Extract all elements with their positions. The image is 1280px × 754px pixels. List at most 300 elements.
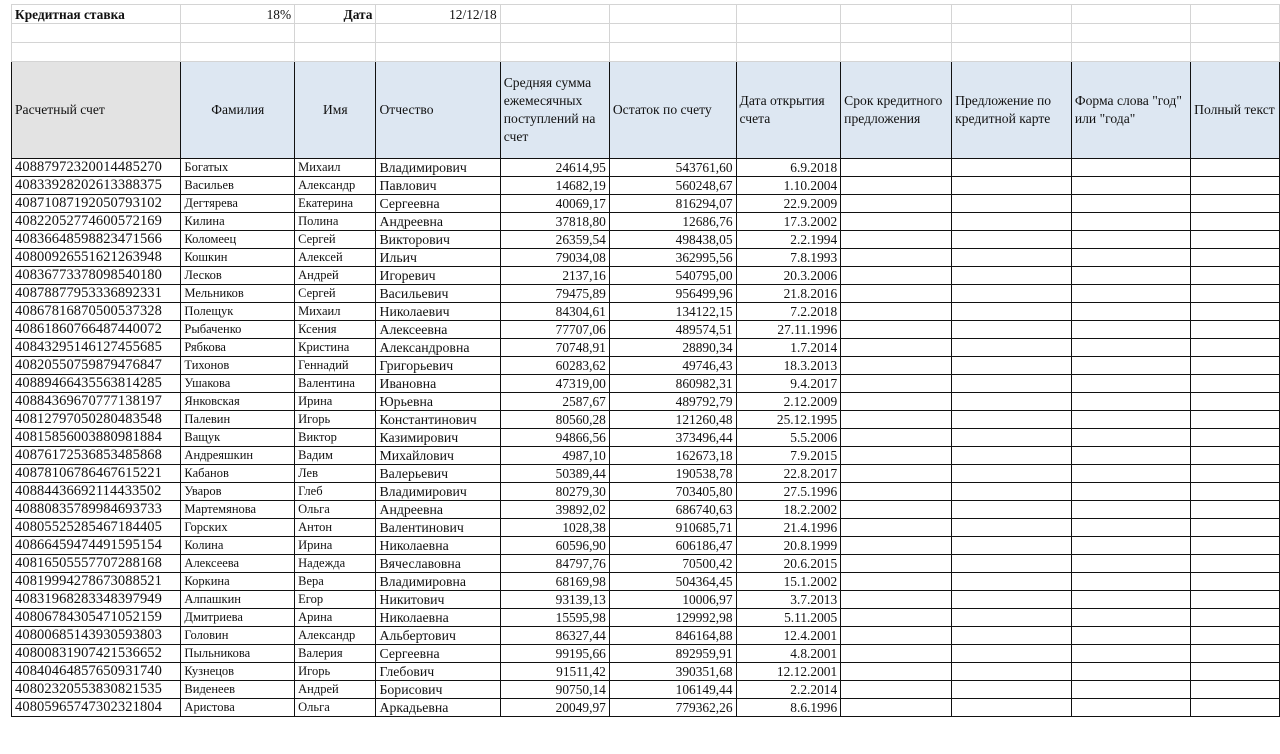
avg-income-cell[interactable]: 90750,14 bbox=[500, 681, 609, 699]
empty-cell[interactable] bbox=[1071, 645, 1190, 663]
avg-income-cell[interactable]: 50389,44 bbox=[500, 465, 609, 483]
empty-cell[interactable] bbox=[841, 537, 952, 555]
empty-cell[interactable] bbox=[376, 24, 500, 43]
first-name-cell[interactable]: Кристина bbox=[295, 339, 376, 357]
surname-cell[interactable]: Колина bbox=[181, 537, 295, 555]
empty-cell[interactable] bbox=[1071, 447, 1190, 465]
avg-income-cell[interactable]: 86327,44 bbox=[500, 627, 609, 645]
patronymic-cell[interactable]: Игоревич bbox=[376, 267, 500, 285]
avg-income-cell[interactable]: 20049,97 bbox=[500, 699, 609, 717]
empty-cell[interactable] bbox=[952, 573, 1072, 591]
first-name-cell[interactable]: Екатерина bbox=[295, 195, 376, 213]
account-cell[interactable]: 40831968283348397949 bbox=[12, 591, 181, 609]
open-date-cell[interactable]: 27.11.1996 bbox=[736, 321, 841, 339]
account-cell[interactable]: 40822052774600572169 bbox=[12, 213, 181, 231]
empty-cell[interactable] bbox=[609, 5, 736, 24]
avg-income-cell[interactable]: 1028,38 bbox=[500, 519, 609, 537]
avg-income-cell[interactable]: 15595,98 bbox=[500, 609, 609, 627]
empty-cell[interactable] bbox=[1071, 24, 1190, 43]
balance-cell[interactable]: 779362,26 bbox=[609, 699, 736, 717]
empty-cell[interactable] bbox=[952, 231, 1072, 249]
balance-cell[interactable]: 846164,88 bbox=[609, 627, 736, 645]
surname-cell[interactable]: Богатых bbox=[181, 159, 295, 177]
empty-cell[interactable] bbox=[952, 249, 1072, 267]
avg-income-cell[interactable]: 40069,17 bbox=[500, 195, 609, 213]
balance-cell[interactable]: 543761,60 bbox=[609, 159, 736, 177]
empty-cell[interactable] bbox=[841, 447, 952, 465]
open-date-cell[interactable]: 1.7.2014 bbox=[736, 339, 841, 357]
empty-cell[interactable] bbox=[952, 465, 1072, 483]
empty-cell[interactable] bbox=[841, 519, 952, 537]
balance-cell[interactable]: 606186,47 bbox=[609, 537, 736, 555]
open-date-cell[interactable]: 6.9.2018 bbox=[736, 159, 841, 177]
empty-cell[interactable] bbox=[841, 573, 952, 591]
first-name-cell[interactable]: Геннадий bbox=[295, 357, 376, 375]
balance-cell[interactable]: 190538,78 bbox=[609, 465, 736, 483]
empty-cell[interactable] bbox=[1071, 231, 1190, 249]
empty-cell[interactable] bbox=[1191, 609, 1280, 627]
balance-cell[interactable]: 129992,98 bbox=[609, 609, 736, 627]
account-cell[interactable]: 40889466435563814285 bbox=[12, 375, 181, 393]
account-cell[interactable]: 40884436692114433502 bbox=[12, 483, 181, 501]
empty-cell[interactable] bbox=[1071, 663, 1190, 681]
open-date-cell[interactable]: 20.6.2015 bbox=[736, 555, 841, 573]
patronymic-cell[interactable]: Владимировна bbox=[376, 573, 500, 591]
patronymic-cell[interactable]: Николаевич bbox=[376, 303, 500, 321]
empty-cell[interactable] bbox=[1191, 267, 1280, 285]
first-name-cell[interactable]: Сергей bbox=[295, 285, 376, 303]
avg-income-cell[interactable]: 80279,30 bbox=[500, 483, 609, 501]
avg-income-cell[interactable]: 14682,19 bbox=[500, 177, 609, 195]
patronymic-cell[interactable]: Владимирович bbox=[376, 483, 500, 501]
empty-cell[interactable] bbox=[376, 43, 500, 62]
first-name-cell[interactable]: Игорь bbox=[295, 663, 376, 681]
balance-cell[interactable]: 892959,91 bbox=[609, 645, 736, 663]
surname-cell[interactable]: Рыбаченко bbox=[181, 321, 295, 339]
first-name-cell[interactable]: Виктор bbox=[295, 429, 376, 447]
first-name-cell[interactable]: Алексей bbox=[295, 249, 376, 267]
surname-cell[interactable]: Полещук bbox=[181, 303, 295, 321]
empty-cell[interactable] bbox=[952, 159, 1072, 177]
empty-cell[interactable] bbox=[1071, 195, 1190, 213]
empty-cell[interactable] bbox=[1191, 519, 1280, 537]
surname-cell[interactable]: Андреяшкин bbox=[181, 447, 295, 465]
header-avg-monthly-income[interactable]: Средняя сумма ежемесячных поступлений на счет bbox=[500, 62, 609, 159]
empty-cell[interactable] bbox=[952, 393, 1072, 411]
avg-income-cell[interactable]: 77707,06 bbox=[500, 321, 609, 339]
header-year-word-form[interactable]: Форма слова "год" или "года" bbox=[1071, 62, 1190, 159]
surname-cell[interactable]: Дегтярева bbox=[181, 195, 295, 213]
patronymic-cell[interactable]: Владимирович bbox=[376, 159, 500, 177]
empty-cell[interactable] bbox=[952, 519, 1072, 537]
empty-cell[interactable] bbox=[841, 303, 952, 321]
patronymic-cell[interactable]: Глебович bbox=[376, 663, 500, 681]
empty-cell[interactable] bbox=[841, 555, 952, 573]
open-date-cell[interactable]: 9.4.2017 bbox=[736, 375, 841, 393]
patronymic-cell[interactable]: Григорьевич bbox=[376, 357, 500, 375]
avg-income-cell[interactable]: 60596,90 bbox=[500, 537, 609, 555]
empty-cell[interactable] bbox=[841, 645, 952, 663]
empty-cell[interactable] bbox=[952, 537, 1072, 555]
open-date-cell[interactable]: 21.8.2016 bbox=[736, 285, 841, 303]
empty-cell[interactable] bbox=[1191, 591, 1280, 609]
empty-cell[interactable] bbox=[1071, 573, 1190, 591]
surname-cell[interactable]: Дмитриева bbox=[181, 609, 295, 627]
account-cell[interactable]: 40820550759879476847 bbox=[12, 357, 181, 375]
empty-cell[interactable] bbox=[952, 5, 1072, 24]
surname-cell[interactable]: Кабанов bbox=[181, 465, 295, 483]
header-open-date[interactable]: Дата открытия счета bbox=[736, 62, 841, 159]
empty-cell[interactable] bbox=[1191, 285, 1280, 303]
account-cell[interactable]: 40884369670777138197 bbox=[12, 393, 181, 411]
empty-cell[interactable] bbox=[1191, 393, 1280, 411]
empty-cell[interactable] bbox=[952, 645, 1072, 663]
empty-cell[interactable] bbox=[1071, 213, 1190, 231]
empty-cell[interactable] bbox=[841, 249, 952, 267]
avg-income-cell[interactable]: 2587,67 bbox=[500, 393, 609, 411]
empty-cell[interactable] bbox=[1191, 357, 1280, 375]
first-name-cell[interactable]: Вадим bbox=[295, 447, 376, 465]
balance-cell[interactable]: 560248,67 bbox=[609, 177, 736, 195]
balance-cell[interactable]: 162673,18 bbox=[609, 447, 736, 465]
empty-cell[interactable] bbox=[1191, 411, 1280, 429]
empty-cell[interactable] bbox=[841, 465, 952, 483]
avg-income-cell[interactable]: 84304,61 bbox=[500, 303, 609, 321]
date-label[interactable]: Дата bbox=[295, 5, 376, 24]
balance-cell[interactable]: 860982,31 bbox=[609, 375, 736, 393]
balance-cell[interactable]: 121260,48 bbox=[609, 411, 736, 429]
surname-cell[interactable]: Уваров bbox=[181, 483, 295, 501]
surname-cell[interactable]: Виденеев bbox=[181, 681, 295, 699]
empty-cell[interactable] bbox=[841, 429, 952, 447]
empty-cell[interactable] bbox=[952, 195, 1072, 213]
avg-income-cell[interactable]: 94866,56 bbox=[500, 429, 609, 447]
empty-cell[interactable] bbox=[609, 43, 736, 62]
account-cell[interactable]: 40806784305471052159 bbox=[12, 609, 181, 627]
patronymic-cell[interactable]: Казимирович bbox=[376, 429, 500, 447]
patronymic-cell[interactable]: Николаевна bbox=[376, 537, 500, 555]
balance-cell[interactable]: 504364,45 bbox=[609, 573, 736, 591]
open-date-cell[interactable]: 12.12.2001 bbox=[736, 663, 841, 681]
empty-cell[interactable] bbox=[841, 699, 952, 717]
empty-cell[interactable] bbox=[1071, 519, 1190, 537]
empty-cell[interactable] bbox=[841, 285, 952, 303]
avg-income-cell[interactable]: 24614,95 bbox=[500, 159, 609, 177]
empty-cell[interactable] bbox=[1071, 5, 1190, 24]
balance-cell[interactable]: 49746,43 bbox=[609, 357, 736, 375]
empty-cell[interactable] bbox=[1191, 213, 1280, 231]
empty-cell[interactable] bbox=[609, 24, 736, 43]
patronymic-cell[interactable]: Юрьевна bbox=[376, 393, 500, 411]
first-name-cell[interactable]: Полина bbox=[295, 213, 376, 231]
first-name-cell[interactable]: Ксения bbox=[295, 321, 376, 339]
empty-cell[interactable] bbox=[952, 321, 1072, 339]
empty-cell[interactable] bbox=[1071, 357, 1190, 375]
empty-cell[interactable] bbox=[841, 339, 952, 357]
surname-cell[interactable]: Васильев bbox=[181, 177, 295, 195]
account-cell[interactable]: 40866459474491595154 bbox=[12, 537, 181, 555]
balance-cell[interactable]: 540795,00 bbox=[609, 267, 736, 285]
open-date-cell[interactable]: 2.2.1994 bbox=[736, 231, 841, 249]
account-cell[interactable]: 40836648598823471566 bbox=[12, 231, 181, 249]
empty-cell[interactable] bbox=[1071, 465, 1190, 483]
first-name-cell[interactable]: Андрей bbox=[295, 681, 376, 699]
first-name-cell[interactable]: Андрей bbox=[295, 267, 376, 285]
empty-cell[interactable] bbox=[952, 24, 1072, 43]
balance-cell[interactable]: 686740,63 bbox=[609, 501, 736, 519]
avg-income-cell[interactable]: 93139,13 bbox=[500, 591, 609, 609]
surname-cell[interactable]: Алексеева bbox=[181, 555, 295, 573]
balance-cell[interactable]: 489792,79 bbox=[609, 393, 736, 411]
empty-cell[interactable] bbox=[841, 213, 952, 231]
empty-cell[interactable] bbox=[841, 591, 952, 609]
empty-cell[interactable] bbox=[1191, 465, 1280, 483]
empty-cell[interactable] bbox=[1071, 483, 1190, 501]
account-cell[interactable]: 40871087192050793102 bbox=[12, 195, 181, 213]
first-name-cell[interactable]: Арина bbox=[295, 609, 376, 627]
empty-cell[interactable] bbox=[841, 195, 952, 213]
avg-income-cell[interactable]: 4987,10 bbox=[500, 447, 609, 465]
account-cell[interactable]: 40812797050280483548 bbox=[12, 411, 181, 429]
patronymic-cell[interactable]: Андреевна bbox=[376, 501, 500, 519]
header-full-text[interactable]: Полный текст bbox=[1191, 62, 1280, 159]
account-cell[interactable]: 40836773378098540180 bbox=[12, 267, 181, 285]
avg-income-cell[interactable]: 70748,91 bbox=[500, 339, 609, 357]
open-date-cell[interactable]: 3.7.2013 bbox=[736, 591, 841, 609]
surname-cell[interactable]: Тихонов bbox=[181, 357, 295, 375]
surname-cell[interactable]: Янковская bbox=[181, 393, 295, 411]
surname-cell[interactable]: Мартемянова bbox=[181, 501, 295, 519]
empty-cell[interactable] bbox=[181, 24, 295, 43]
empty-cell[interactable] bbox=[1191, 501, 1280, 519]
avg-income-cell[interactable]: 79034,08 bbox=[500, 249, 609, 267]
empty-cell[interactable] bbox=[295, 24, 376, 43]
balance-cell[interactable]: 70500,42 bbox=[609, 555, 736, 573]
patronymic-cell[interactable]: Ильич bbox=[376, 249, 500, 267]
empty-cell[interactable] bbox=[1071, 159, 1190, 177]
empty-cell[interactable] bbox=[841, 177, 952, 195]
empty-cell[interactable] bbox=[1191, 177, 1280, 195]
avg-income-cell[interactable]: 68169,98 bbox=[500, 573, 609, 591]
first-name-cell[interactable]: Александр bbox=[295, 627, 376, 645]
avg-income-cell[interactable]: 2137,16 bbox=[500, 267, 609, 285]
open-date-cell[interactable]: 7.8.1993 bbox=[736, 249, 841, 267]
patronymic-cell[interactable]: Валерьевич bbox=[376, 465, 500, 483]
empty-cell[interactable] bbox=[952, 483, 1072, 501]
open-date-cell[interactable]: 21.4.1996 bbox=[736, 519, 841, 537]
balance-cell[interactable]: 134122,15 bbox=[609, 303, 736, 321]
empty-cell[interactable] bbox=[1071, 393, 1190, 411]
open-date-cell[interactable]: 25.12.1995 bbox=[736, 411, 841, 429]
empty-cell[interactable] bbox=[952, 357, 1072, 375]
header-patronymic[interactable]: Отчество bbox=[376, 62, 500, 159]
patronymic-cell[interactable]: Алексеевна bbox=[376, 321, 500, 339]
empty-cell[interactable] bbox=[952, 663, 1072, 681]
account-cell[interactable]: 40880835789984693733 bbox=[12, 501, 181, 519]
empty-cell[interactable] bbox=[1191, 681, 1280, 699]
avg-income-cell[interactable]: 79475,89 bbox=[500, 285, 609, 303]
empty-cell[interactable] bbox=[1191, 483, 1280, 501]
surname-cell[interactable]: Ващук bbox=[181, 429, 295, 447]
empty-cell[interactable] bbox=[952, 447, 1072, 465]
avg-income-cell[interactable]: 99195,66 bbox=[500, 645, 609, 663]
avg-income-cell[interactable]: 60283,62 bbox=[500, 357, 609, 375]
patronymic-cell[interactable]: Константинович bbox=[376, 411, 500, 429]
first-name-cell[interactable]: Глеб bbox=[295, 483, 376, 501]
empty-cell[interactable] bbox=[1191, 339, 1280, 357]
account-cell[interactable]: 40805965747302321804 bbox=[12, 699, 181, 717]
avg-income-cell[interactable]: 91511,42 bbox=[500, 663, 609, 681]
account-cell[interactable]: 40861860766487440072 bbox=[12, 321, 181, 339]
empty-cell[interactable] bbox=[1071, 627, 1190, 645]
patronymic-cell[interactable]: Васильевич bbox=[376, 285, 500, 303]
avg-income-cell[interactable]: 47319,00 bbox=[500, 375, 609, 393]
empty-cell[interactable] bbox=[1191, 663, 1280, 681]
empty-cell[interactable] bbox=[841, 483, 952, 501]
empty-cell[interactable] bbox=[1191, 645, 1280, 663]
empty-cell[interactable] bbox=[1191, 24, 1280, 43]
empty-cell[interactable] bbox=[1191, 699, 1280, 717]
account-cell[interactable]: 40876172536853485868 bbox=[12, 447, 181, 465]
empty-cell[interactable] bbox=[1191, 375, 1280, 393]
patronymic-cell[interactable]: Валентинович bbox=[376, 519, 500, 537]
header-card-offer[interactable]: Предложение по кредитной карте bbox=[952, 62, 1072, 159]
open-date-cell[interactable]: 22.9.2009 bbox=[736, 195, 841, 213]
empty-cell[interactable] bbox=[841, 267, 952, 285]
patronymic-cell[interactable]: Никитович bbox=[376, 591, 500, 609]
patronymic-cell[interactable]: Николаевна bbox=[376, 609, 500, 627]
open-date-cell[interactable]: 18.3.2013 bbox=[736, 357, 841, 375]
first-name-cell[interactable]: Сергей bbox=[295, 231, 376, 249]
empty-cell[interactable] bbox=[1071, 555, 1190, 573]
open-date-cell[interactable]: 5.5.2006 bbox=[736, 429, 841, 447]
empty-cell[interactable] bbox=[1071, 591, 1190, 609]
rate-value-cell[interactable]: 18% bbox=[181, 5, 295, 24]
account-cell[interactable]: 40815856003880981884 bbox=[12, 429, 181, 447]
empty-cell[interactable] bbox=[12, 43, 181, 62]
open-date-cell[interactable]: 1.10.2004 bbox=[736, 177, 841, 195]
empty-cell[interactable] bbox=[1191, 195, 1280, 213]
empty-cell[interactable] bbox=[841, 375, 952, 393]
open-date-cell[interactable]: 20.8.1999 bbox=[736, 537, 841, 555]
avg-income-cell[interactable]: 39892,02 bbox=[500, 501, 609, 519]
empty-cell[interactable] bbox=[1071, 285, 1190, 303]
empty-cell[interactable] bbox=[1071, 177, 1190, 195]
empty-cell[interactable] bbox=[841, 43, 952, 62]
empty-cell[interactable] bbox=[1071, 699, 1190, 717]
date-value-cell[interactable]: 12/12/18 bbox=[376, 5, 500, 24]
surname-cell[interactable]: Коломеец bbox=[181, 231, 295, 249]
empty-cell[interactable] bbox=[952, 411, 1072, 429]
empty-cell[interactable] bbox=[1071, 249, 1190, 267]
balance-cell[interactable]: 816294,07 bbox=[609, 195, 736, 213]
empty-cell[interactable] bbox=[841, 5, 952, 24]
header-balance[interactable]: Остаток по счету bbox=[609, 62, 736, 159]
patronymic-cell[interactable]: Викторович bbox=[376, 231, 500, 249]
surname-cell[interactable]: Аристова bbox=[181, 699, 295, 717]
surname-cell[interactable]: Ушакова bbox=[181, 375, 295, 393]
account-cell[interactable]: 40805525285467184405 bbox=[12, 519, 181, 537]
open-date-cell[interactable]: 12.4.2001 bbox=[736, 627, 841, 645]
patronymic-cell[interactable]: Андреевна bbox=[376, 213, 500, 231]
surname-cell[interactable]: Рябкова bbox=[181, 339, 295, 357]
account-cell[interactable]: 40800926551621263948 bbox=[12, 249, 181, 267]
first-name-cell[interactable]: Ольга bbox=[295, 699, 376, 717]
open-date-cell[interactable]: 17.3.2002 bbox=[736, 213, 841, 231]
empty-cell[interactable] bbox=[1071, 609, 1190, 627]
open-date-cell[interactable]: 27.5.1996 bbox=[736, 483, 841, 501]
empty-cell[interactable] bbox=[12, 24, 181, 43]
empty-cell[interactable] bbox=[952, 429, 1072, 447]
account-cell[interactable]: 40833928202613388375 bbox=[12, 177, 181, 195]
patronymic-cell[interactable]: Сергеевна bbox=[376, 195, 500, 213]
account-cell[interactable]: 40802320553830821535 bbox=[12, 681, 181, 699]
account-cell[interactable]: 40878106786467615221 bbox=[12, 465, 181, 483]
empty-cell[interactable] bbox=[1191, 249, 1280, 267]
empty-cell[interactable] bbox=[952, 267, 1072, 285]
patronymic-cell[interactable]: Альбертович bbox=[376, 627, 500, 645]
balance-cell[interactable]: 373496,44 bbox=[609, 429, 736, 447]
account-cell[interactable]: 40887972320014485270 bbox=[12, 159, 181, 177]
open-date-cell[interactable]: 2.2.2014 bbox=[736, 681, 841, 699]
first-name-cell[interactable]: Игорь bbox=[295, 411, 376, 429]
account-cell[interactable]: 40867816870500537328 bbox=[12, 303, 181, 321]
surname-cell[interactable]: Кошкин bbox=[181, 249, 295, 267]
empty-cell[interactable] bbox=[952, 303, 1072, 321]
empty-cell[interactable] bbox=[500, 24, 609, 43]
empty-cell[interactable] bbox=[1191, 5, 1280, 24]
patronymic-cell[interactable]: Сергеевна bbox=[376, 645, 500, 663]
balance-cell[interactable]: 10006,97 bbox=[609, 591, 736, 609]
empty-cell[interactable] bbox=[841, 231, 952, 249]
empty-cell[interactable] bbox=[841, 357, 952, 375]
account-cell[interactable]: 40878877953336892331 bbox=[12, 285, 181, 303]
first-name-cell[interactable]: Александр bbox=[295, 177, 376, 195]
account-cell[interactable]: 40800685143930593803 bbox=[12, 627, 181, 645]
empty-cell[interactable] bbox=[1071, 43, 1190, 62]
open-date-cell[interactable]: 15.1.2002 bbox=[736, 573, 841, 591]
avg-income-cell[interactable]: 26359,54 bbox=[500, 231, 609, 249]
empty-cell[interactable] bbox=[952, 681, 1072, 699]
rate-label[interactable]: Кредитная ставка bbox=[12, 5, 181, 24]
surname-cell[interactable]: Пыльникова bbox=[181, 645, 295, 663]
open-date-cell[interactable]: 18.2.2002 bbox=[736, 501, 841, 519]
patronymic-cell[interactable]: Аркадьевна bbox=[376, 699, 500, 717]
empty-cell[interactable] bbox=[1191, 555, 1280, 573]
empty-cell[interactable] bbox=[841, 663, 952, 681]
empty-cell[interactable] bbox=[841, 393, 952, 411]
first-name-cell[interactable]: Вера bbox=[295, 573, 376, 591]
balance-cell[interactable]: 362995,56 bbox=[609, 249, 736, 267]
empty-cell[interactable] bbox=[841, 681, 952, 699]
surname-cell[interactable]: Кузнецов bbox=[181, 663, 295, 681]
open-date-cell[interactable]: 7.2.2018 bbox=[736, 303, 841, 321]
patronymic-cell[interactable]: Вячеславовна bbox=[376, 555, 500, 573]
surname-cell[interactable]: Палевин bbox=[181, 411, 295, 429]
balance-cell[interactable]: 910685,71 bbox=[609, 519, 736, 537]
empty-cell[interactable] bbox=[952, 177, 1072, 195]
patronymic-cell[interactable]: Борисович bbox=[376, 681, 500, 699]
empty-cell[interactable] bbox=[1191, 447, 1280, 465]
patronymic-cell[interactable]: Павлович bbox=[376, 177, 500, 195]
balance-cell[interactable]: 106149,44 bbox=[609, 681, 736, 699]
first-name-cell[interactable]: Ирина bbox=[295, 393, 376, 411]
surname-cell[interactable]: Алпашкин bbox=[181, 591, 295, 609]
empty-cell[interactable] bbox=[1071, 501, 1190, 519]
open-date-cell[interactable]: 7.9.2015 bbox=[736, 447, 841, 465]
empty-cell[interactable] bbox=[1191, 429, 1280, 447]
balance-cell[interactable]: 498438,05 bbox=[609, 231, 736, 249]
